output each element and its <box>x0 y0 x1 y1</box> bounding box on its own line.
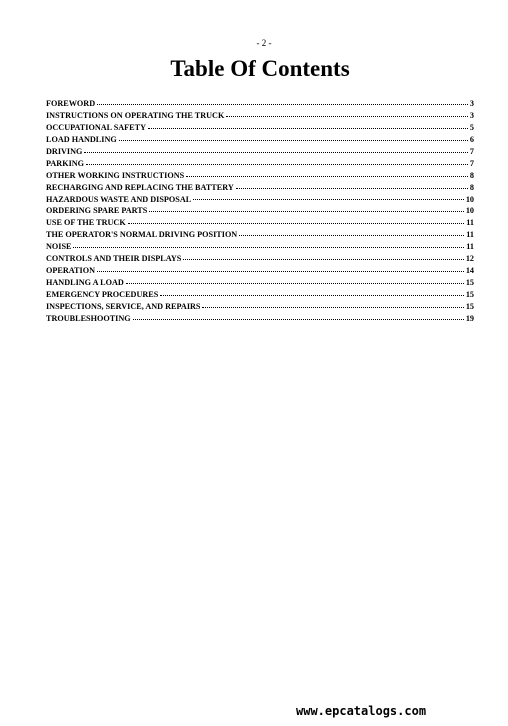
toc-entry-label: INSPECTIONS, SERVICE, AND REPAIRS <box>46 301 201 311</box>
toc-entry-page: 12 <box>465 254 474 264</box>
toc-entry-page: 15 <box>465 301 474 311</box>
toc-entry-label: EMERGENCY PROCEDURES <box>46 290 159 299</box>
toc-dot-leader <box>133 319 464 320</box>
toc-entry-label: INSTRUCTIONS ON OPERATING THE TRUCK <box>46 110 225 120</box>
toc-entry-troubleshooting[interactable] <box>46 313 474 325</box>
toc-dot-leader <box>226 116 468 117</box>
toc-entry-page: 8 <box>469 182 474 192</box>
toc-entry-page: 7 <box>469 158 474 168</box>
toc-dot-leader <box>236 188 468 189</box>
toc-dot-leader <box>148 128 468 129</box>
toc-entry-label: OTHER WORKING INSTRUCTIONS <box>46 170 185 180</box>
toc-entry-label: OPERATION <box>46 266 95 276</box>
toc-dot-leader <box>126 283 464 284</box>
toc-entry-noise[interactable] <box>46 241 474 253</box>
toc-entry-operators-normal-driving-position[interactable] <box>46 229 474 241</box>
toc-entry-occupational-safety[interactable] <box>46 122 474 134</box>
toc-entry-label: ORDERING SPARE PARTS <box>46 206 148 216</box>
toc-entry-label: LOAD HANDLING <box>46 134 117 144</box>
page-number: - 2 - <box>256 38 272 48</box>
toc-entry-parking[interactable] <box>46 158 474 170</box>
toc-dot-leader <box>186 176 468 177</box>
toc-entry-label: HANDLING A LOAD <box>46 278 124 288</box>
toc-entry-page: 10 <box>465 194 474 204</box>
toc-entry-label: HAZARDOUS WASTE AND DISPOSAL <box>46 194 192 204</box>
toc-dot-leader <box>149 211 464 212</box>
toc-entry-inspections-service-and-repairs[interactable] <box>46 301 474 313</box>
toc-entry-hazardous-waste-and-disposal[interactable] <box>46 194 474 206</box>
toc-entry-page: 3 <box>469 99 474 108</box>
toc-dot-leader <box>97 271 464 272</box>
toc-entry-page: 7 <box>469 146 474 156</box>
toc-entry-driving[interactable] <box>46 146 474 158</box>
toc-dot-leader <box>128 223 465 224</box>
toc-entry-other-working-instructions[interactable] <box>46 170 474 182</box>
toc-dot-leader <box>86 164 468 165</box>
toc-dot-leader <box>119 140 468 141</box>
toc-entry-recharging-and-replacing-the-battery[interactable] <box>46 182 474 194</box>
watermark-url: www.epcatalogs.com <box>296 704 427 718</box>
toc-entry-page: 15 <box>465 278 474 288</box>
toc-entry-controls-and-their-displays[interactable] <box>46 253 474 265</box>
toc-entry-page: 15 <box>465 290 474 299</box>
toc-entry-label: THE OPERATOR'S NORMAL DRIVING POSITION <box>46 230 238 240</box>
toc-entry-page: 10 <box>465 206 474 216</box>
toc-entry-label: RECHARGING AND REPLACING THE BATTERY <box>46 182 234 192</box>
toc-entry-load-handling[interactable] <box>46 134 474 146</box>
toc-entry-page: 19 <box>465 313 474 323</box>
toc-entry-label: FOREWORD <box>46 99 96 108</box>
toc-entry-page: 11 <box>466 218 474 228</box>
toc-dot-leader <box>193 199 464 200</box>
toc-entry-page: 11 <box>466 230 474 240</box>
toc-entry-label: OCCUPATIONAL SAFETY <box>46 122 147 132</box>
toc-dot-leader <box>239 235 464 236</box>
toc-dot-leader <box>97 104 468 105</box>
toc-dot-leader <box>202 307 463 308</box>
toc-entry-label: PARKING <box>46 158 85 168</box>
toc-dot-leader <box>183 259 463 260</box>
toc-entry-page: 6 <box>469 134 474 144</box>
toc-entry-label: NOISE <box>46 242 72 252</box>
toc-entry-page: 5 <box>469 122 474 132</box>
toc-dot-leader <box>73 247 464 248</box>
toc-entry-label: CONTROLS AND THEIR DISPLAYS <box>46 254 182 264</box>
toc-entry-handling-a-load[interactable] <box>46 277 474 289</box>
toc-entry-label: TROUBLESHOOTING <box>46 313 131 323</box>
toc-entry-page: 14 <box>465 266 474 276</box>
toc-entry-page: 11 <box>466 242 474 252</box>
page-title: Table Of Contents <box>170 56 350 81</box>
toc-entry-label: DRIVING <box>46 146 83 156</box>
table-of-contents <box>46 98 474 325</box>
toc-entry-instructions-on-operating-the-truck[interactable] <box>46 110 474 122</box>
toc-dot-leader <box>84 152 468 153</box>
toc-entry-label: USE OF THE TRUCK <box>46 218 126 228</box>
toc-dot-leader <box>160 295 464 296</box>
toc-entry-page: 8 <box>469 170 474 180</box>
toc-entry-page: 3 <box>469 110 474 120</box>
toc-entry-operation[interactable] <box>46 265 474 277</box>
toc-entry-emergency-procedures[interactable] <box>46 289 474 301</box>
toc-entry-ordering-spare-parts[interactable] <box>46 205 474 217</box>
toc-entry-foreword[interactable] <box>46 98 474 110</box>
toc-entry-use-of-the-truck[interactable] <box>46 217 474 229</box>
